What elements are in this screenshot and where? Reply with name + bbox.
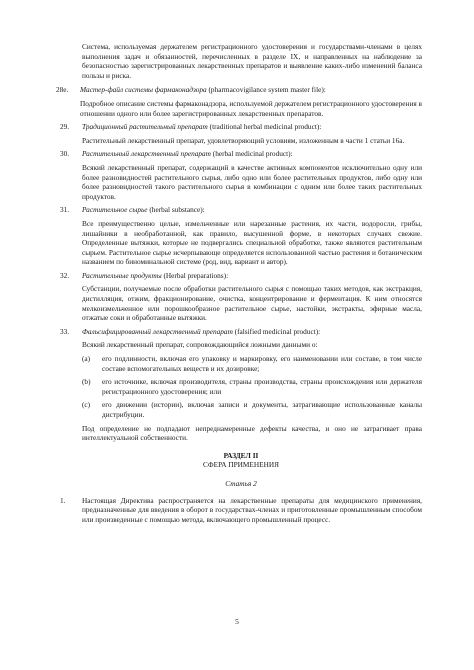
definition-term: Растительное сырье (82, 205, 148, 215)
definition-text: Все преимущественно целые, измельченные или нарезанные растения, их части, водоросли, грибы, лишайники в необработанной, как правило, высушенной форме, в некоторых случаях свежие. Определенные вытяжки, которые не подвергались специальной обработке, также являются растительным сырьем. Растительное сырье исчерпывающе определяется использованной частью растения и ботаническим названием по биноминальной системе (род, вид, вариант и автор). (82, 218, 422, 267)
falsified-criteria-list (60, 354, 422, 420)
definition-term: Традиционный растительный препарат (82, 122, 208, 132)
definition-body (82, 149, 422, 201)
definition-text: Подробное описание системы фармаконадзора, используемой держателем регистрационного удостоверения в отношении одного или более зарегистрированных лекарственных препаратов. (80, 98, 422, 118)
criteria-item (82, 400, 422, 419)
article-title: Статья 2 (225, 478, 257, 488)
definition-text: Растительный лекарственный препарат, удовлетворяющий условиям, изложенным в части 1 статьи 16а. (82, 135, 405, 145)
definition-number: 28e. (56, 85, 69, 95)
definition-number: 31. (60, 205, 70, 215)
section-heading (60, 451, 422, 470)
definition-heading (82, 271, 422, 281)
criteria-label: (a) (82, 354, 91, 364)
closing-paragraph: Под определение не подпадают непреднамеренные дефекты качества, и оно не затрагивает права интеллектуальной собственности. (82, 423, 422, 443)
intro-paragraph: Система, используемая держателем регистрационного удостоверения и государствами-членами в целях выполнения задач и обязанностей, перечисленных в разделе IX, и направленных на наблюдение за безопасностью зарегистрированных лекарственных препаратов и выявление каких-либо изменений баланса пользы и риска. (82, 42, 422, 80)
definition-term-english: (falsified medicinal product): (232, 326, 321, 336)
definition-term: Растительный лекарственный препарат (82, 149, 211, 159)
section-title: СФЕРА ПРИМЕНЕНИЯ (203, 460, 279, 470)
definition-heading (80, 85, 422, 95)
definition-text: Всякий лекарственный препарат, сопровождающийся ложными данными о: (82, 340, 318, 350)
article-item-body (82, 496, 422, 525)
definition-item (60, 122, 422, 145)
definition-number: 33. (60, 326, 70, 336)
article-items (60, 496, 422, 525)
definition-item (60, 149, 422, 201)
criteria-text: его подлинности, включая его упаковку и маркировку, его наименовании или составе, в том числе составе вспомогательных веществ и их дозировке; (102, 354, 422, 373)
criteria-item (82, 377, 422, 396)
definition-item (60, 327, 422, 350)
definition-heading (82, 205, 422, 215)
definition-term-english: (herbal substance): (147, 205, 205, 215)
page-number: 5 (235, 617, 239, 626)
definition-item (56, 85, 422, 118)
definition-body (82, 271, 422, 323)
definition-text: Субстанции, получаемые после обработки растительного сырья с помощью таких методов, как экстракция, дистилляция, отжим, фракционирование, очистка, концентрирование и ферментация. К ним относятся мелкоизмельченное или порошкообразное растительное сырье, настойки, экстракты, эфирные масла, отжатые соки и обработанные вытяжки. (82, 284, 422, 323)
criteria-label: (b) (82, 377, 91, 387)
definitions-list (56, 85, 422, 350)
criteria-text: его источнике, включая производителя, страны производства, страны происхождения или держателя регистрационного удостоверения; или (102, 377, 422, 396)
section-number: РАЗДЕЛ II (223, 450, 259, 460)
definition-term-english: (herbal medicinal product): (210, 149, 293, 159)
article-item-text: Настоящая Директива распространяется на лекарственные препараты для медицинского применения, предназначенные для введения в оборот в государствах-членах и приготовленные промышленным способом или произведенные с помощью метода, включающего промышленный процесс. (82, 495, 422, 524)
criteria-text: его движении (истории), включая записи и документы, затрагивающие использованные каналы дистрибуции. (102, 400, 422, 419)
definition-item (60, 271, 422, 323)
article-item-number: 1. (60, 495, 66, 505)
definition-term: Растительные продукты (82, 270, 162, 280)
definition-body (82, 327, 422, 350)
definition-number: 29. (60, 122, 70, 132)
definition-number: 30. (60, 149, 70, 159)
criteria-label: (c) (82, 400, 91, 410)
article-item (60, 496, 422, 525)
definition-heading (82, 122, 422, 132)
definition-term-english: (pharmacovigilance system master file): (206, 85, 326, 95)
definition-body (80, 85, 422, 118)
definition-heading (82, 149, 422, 159)
definition-number: 32. (60, 270, 70, 280)
definition-term: Мастер-файл системы фармаконадзора (80, 85, 207, 95)
definition-term: Фальсифицированный лекарственный препарат (82, 326, 233, 336)
definition-item (60, 205, 422, 267)
definition-term-english: (traditional herbal medicinal product): (207, 122, 322, 132)
definition-body (82, 205, 422, 267)
definition-body (82, 122, 422, 145)
definition-term-english: (Herbal preparations): (161, 270, 229, 280)
definition-heading (82, 327, 422, 337)
definition-text: Всякий лекарственный препарат, содержащий в качестве активных компонентов исключительно одну или более разновидностей растительного сырья, либо одно или более растительных продуктов, либо одну или более разновидностей такого растительного сырья в комбинации с одним или более таких растительных продуктов. (82, 162, 422, 201)
criteria-item (82, 354, 422, 373)
